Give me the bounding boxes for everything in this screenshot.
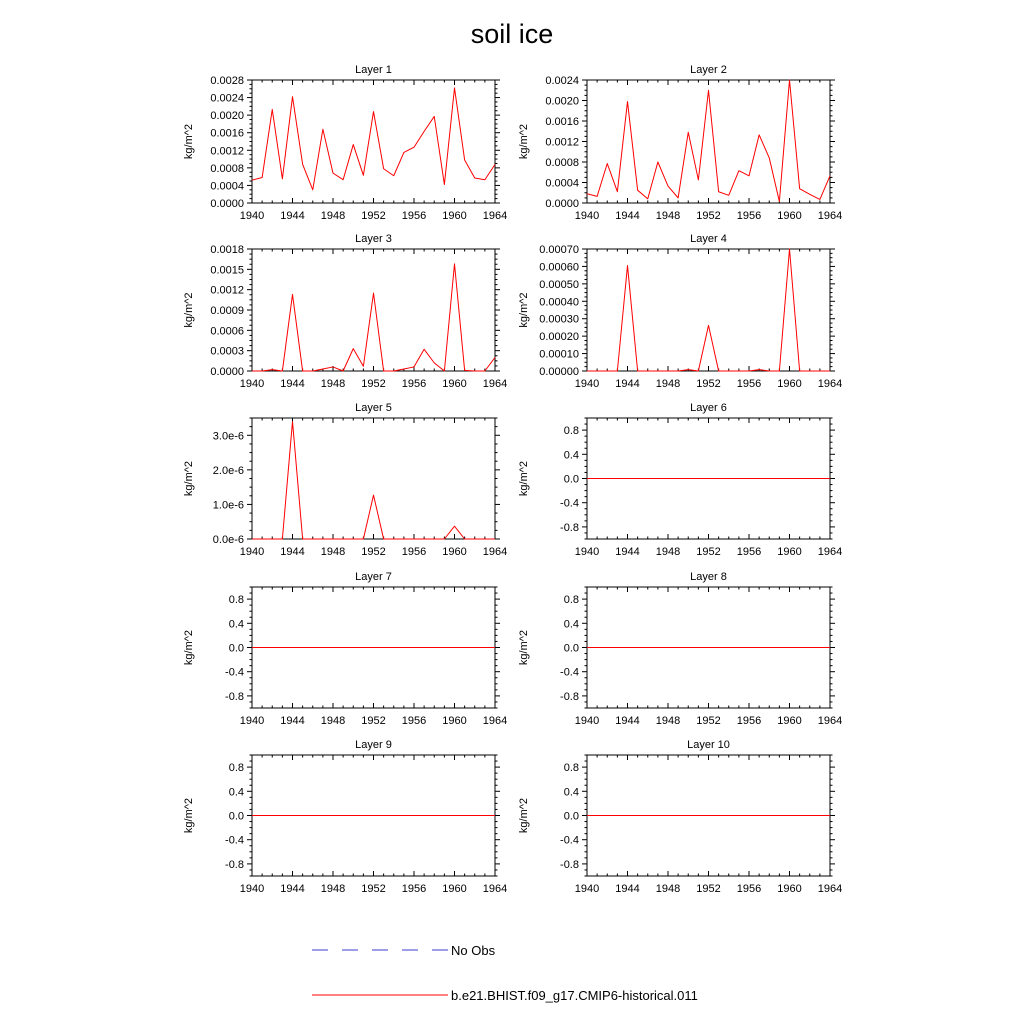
y-tick-label: 0.0015 [210, 264, 244, 277]
y-axis-label: kg/m^2 [518, 460, 530, 497]
panel-layer-7 [183, 571, 507, 727]
y-axis-label: kg/m^2 [183, 797, 195, 834]
x-tick-label: 1956 [401, 378, 427, 390]
y-tick-label: 0.0012 [210, 284, 244, 297]
x-tick-label: 1956 [401, 210, 427, 222]
x-tick-label: 1956 [736, 546, 762, 558]
y-axis-label: kg/m^2 [518, 292, 530, 328]
y-tick-label: 0.8 [563, 594, 579, 607]
y-tick-label: 0.0008 [545, 157, 579, 169]
x-tick-label: 1944 [280, 378, 305, 390]
y-tick-label: 0.0024 [545, 75, 579, 87]
y-axis-label: kg/m^2 [183, 123, 195, 160]
x-tick-label: 1948 [320, 210, 346, 222]
x-tick-label: 1944 [615, 378, 640, 390]
x-tick-label: 1956 [736, 378, 762, 390]
y-tick-label: 0.0024 [210, 92, 244, 105]
plot-frame [252, 418, 495, 539]
x-tick-label: 1960 [777, 210, 802, 222]
x-tick-label: 1944 [615, 883, 640, 895]
x-tick-label: 1964 [817, 715, 843, 727]
x-tick-label: 1952 [696, 546, 721, 558]
y-tick-label: -0.8 [560, 521, 579, 534]
x-tick-label: 1944 [280, 210, 305, 222]
series-line [252, 264, 495, 371]
x-tick-label: 1952 [361, 378, 386, 390]
y-tick-label: 1.0e-6 [212, 499, 244, 512]
y-tick-label: 0.8 [228, 594, 244, 607]
x-tick-label: 1944 [280, 546, 305, 558]
panel-layer-10 [518, 739, 842, 895]
x-tick-label: 1956 [401, 883, 427, 895]
panel-title: Layer 4 [690, 233, 727, 245]
panel-title: Layer 7 [355, 571, 392, 583]
x-tick-label: 1960 [442, 210, 467, 222]
x-tick-label: 1964 [817, 378, 843, 390]
y-tick-label: 0.4 [563, 786, 579, 799]
x-tick-label: 1944 [615, 546, 640, 558]
panel-title: Layer 5 [355, 402, 392, 414]
y-tick-label: 2.0e-6 [212, 464, 244, 477]
x-tick-label: 1964 [817, 210, 843, 222]
x-tick-label: 1948 [655, 210, 681, 222]
y-tick-label: 0.00000 [539, 366, 579, 378]
y-axis-label: kg/m^2 [183, 292, 195, 328]
panel-title: Layer 6 [690, 402, 727, 414]
panel-grid [183, 64, 842, 895]
x-tick-label: 1956 [736, 715, 762, 727]
legend-model-label: b.e21.BHIST.f09_g17.CMIP6-historical.011 [451, 988, 698, 1003]
y-tick-label: 0.00070 [539, 244, 579, 256]
x-tick-label: 1948 [655, 715, 681, 727]
series-line [252, 88, 495, 190]
y-tick-label: 0.8 [563, 762, 579, 775]
y-tick-label: 0.0016 [210, 127, 244, 140]
x-tick-label: 1948 [655, 378, 681, 390]
x-tick-label: 1940 [574, 546, 600, 558]
y-tick-label: 0.8 [228, 762, 244, 775]
x-tick-label: 1940 [574, 378, 600, 390]
y-tick-label: 0.00040 [539, 296, 579, 309]
x-tick-label: 1944 [280, 883, 305, 895]
x-tick-label: 1940 [239, 378, 265, 390]
x-tick-label: 1956 [401, 715, 427, 727]
x-tick-label: 1960 [442, 715, 467, 727]
x-tick-label: 1956 [401, 546, 427, 558]
y-tick-label: -0.8 [225, 690, 244, 703]
y-tick-label: -0.4 [560, 497, 579, 510]
x-tick-label: 1964 [482, 883, 508, 895]
y-tick-label: 0.0000 [210, 198, 244, 210]
panel-title: Layer 8 [690, 571, 727, 583]
y-tick-label: 0.0000 [545, 198, 579, 210]
panel-layer-4 [518, 233, 842, 390]
y-tick-label: 0.0004 [210, 180, 244, 193]
x-tick-label: 1948 [320, 546, 346, 558]
x-tick-label: 1952 [361, 210, 386, 222]
panel-title: Layer 3 [355, 233, 392, 245]
series-line [587, 249, 830, 371]
y-tick-label: 0.0 [563, 473, 579, 486]
y-tick-label: 0.0 [563, 642, 579, 655]
panel-layer-5 [183, 402, 507, 558]
y-tick-label: 0.0e-6 [212, 534, 244, 546]
x-tick-label: 1940 [239, 883, 265, 895]
y-tick-label: 0.0003 [210, 345, 244, 358]
panel-title: Layer 1 [355, 64, 392, 76]
y-tick-label: -0.4 [225, 666, 244, 679]
x-tick-label: 1952 [361, 715, 386, 727]
x-tick-label: 1952 [361, 883, 386, 895]
x-tick-label: 1944 [615, 210, 640, 222]
x-tick-label: 1948 [320, 378, 346, 390]
panel-layer-8 [518, 571, 842, 727]
y-tick-label: 0.4 [228, 786, 244, 799]
y-tick-label: -0.8 [225, 858, 244, 871]
y-tick-label: -0.8 [560, 858, 579, 871]
y-tick-label: 0.0 [563, 810, 579, 823]
panel-title: Layer 2 [690, 64, 727, 76]
y-tick-label: 0.8 [563, 425, 579, 438]
x-tick-label: 1960 [777, 546, 802, 558]
series-line [252, 421, 495, 539]
y-tick-label: -0.4 [560, 834, 579, 847]
x-tick-label: 1948 [320, 715, 346, 727]
x-tick-label: 1956 [736, 883, 762, 895]
panel-layer-9 [183, 739, 507, 895]
x-tick-label: 1944 [280, 715, 305, 727]
panel-title: Layer 9 [355, 739, 392, 751]
x-tick-label: 1960 [777, 378, 802, 390]
y-tick-label: 0.4 [563, 618, 579, 631]
y-axis-label: kg/m^2 [518, 123, 530, 160]
x-tick-label: 1948 [655, 883, 681, 895]
y-tick-label: 0.0028 [210, 75, 244, 87]
y-axis-label: kg/m^2 [183, 460, 195, 497]
x-tick-label: 1944 [615, 715, 640, 727]
x-tick-label: 1964 [482, 378, 508, 390]
y-tick-label: 0.0020 [545, 95, 579, 108]
y-tick-label: 0.4 [228, 618, 244, 631]
y-tick-label: 0.00030 [539, 313, 579, 326]
y-tick-label: 0.4 [563, 449, 579, 462]
y-tick-label: 0.0012 [210, 145, 244, 158]
y-tick-label: 0.00020 [539, 331, 579, 344]
legend-no-obs-label: No Obs [451, 943, 496, 958]
panel-layer-6 [518, 402, 842, 558]
x-tick-label: 1956 [736, 210, 762, 222]
y-tick-label: 0.0016 [545, 116, 579, 128]
y-tick-label: 0.0009 [210, 305, 244, 317]
x-tick-label: 1952 [696, 210, 721, 222]
y-tick-label: -0.4 [225, 834, 244, 847]
x-tick-label: 1964 [482, 210, 508, 222]
y-axis-label: kg/m^2 [183, 629, 195, 666]
panel-layer-2 [518, 64, 842, 222]
y-tick-label: 3.0e-6 [212, 430, 244, 443]
x-tick-label: 1960 [777, 715, 802, 727]
y-tick-label: 0.0004 [545, 177, 579, 190]
figure-title: soil ice [470, 19, 554, 49]
y-tick-label: 0.00060 [539, 261, 579, 274]
x-tick-label: 1940 [574, 715, 600, 727]
legend [312, 943, 698, 1003]
y-axis-label: kg/m^2 [518, 797, 530, 834]
y-tick-label: -0.8 [560, 690, 579, 703]
y-tick-label: 0.0006 [210, 325, 244, 338]
x-tick-label: 1952 [361, 546, 386, 558]
x-tick-label: 1964 [482, 715, 508, 727]
y-tick-label: 0.0020 [210, 110, 244, 123]
y-tick-label: 0.00050 [539, 278, 579, 291]
panel-layer-3 [183, 233, 507, 390]
y-tick-label: 0.0 [228, 810, 244, 823]
x-tick-label: 1964 [817, 546, 843, 558]
y-axis-label: kg/m^2 [518, 629, 530, 666]
x-tick-label: 1940 [239, 715, 265, 727]
x-tick-label: 1940 [239, 210, 265, 222]
x-tick-label: 1960 [442, 883, 467, 895]
x-tick-label: 1940 [239, 546, 265, 558]
x-tick-label: 1940 [574, 883, 600, 895]
y-tick-label: -0.4 [560, 666, 579, 679]
x-tick-label: 1964 [482, 546, 508, 558]
x-tick-label: 1940 [574, 210, 600, 222]
y-tick-label: 0.0 [228, 642, 244, 655]
x-tick-label: 1952 [696, 883, 721, 895]
y-tick-label: 0.0000 [210, 366, 244, 378]
x-tick-label: 1964 [817, 883, 843, 895]
y-tick-label: 0.00010 [539, 348, 579, 361]
x-tick-label: 1948 [655, 546, 681, 558]
plot-frame [252, 80, 495, 203]
panel-title: Layer 10 [687, 739, 730, 751]
y-tick-label: 0.0008 [210, 162, 244, 175]
panel-layer-1 [183, 64, 507, 222]
x-tick-label: 1960 [442, 378, 467, 390]
x-tick-label: 1960 [777, 883, 802, 895]
x-tick-label: 1948 [320, 883, 346, 895]
y-tick-label: 0.0012 [545, 136, 579, 149]
series-line [587, 80, 830, 201]
x-tick-label: 1952 [696, 378, 721, 390]
x-tick-label: 1952 [696, 715, 721, 727]
y-tick-label: 0.0018 [210, 244, 244, 256]
x-tick-label: 1960 [442, 546, 467, 558]
